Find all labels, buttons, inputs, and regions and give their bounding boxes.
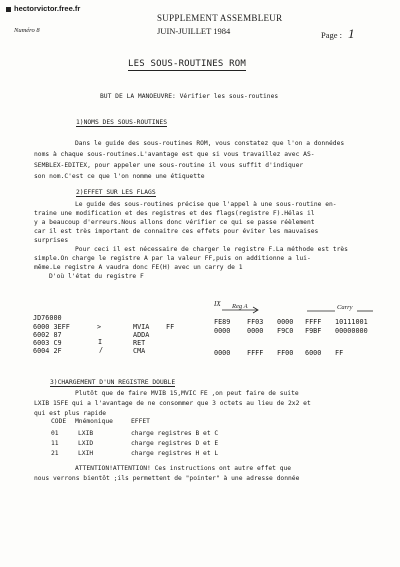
listing-value: FF03 <box>247 318 264 326</box>
listing-bottom-value: FFFF <box>247 349 264 357</box>
table-cell-code: 01 <box>51 430 59 437</box>
issue-date: JUIN-JUILLET 1984 <box>157 26 231 36</box>
section1-line: Dans le guide des sous-routines ROM, vous constatez que l'on a donnédes <box>75 140 345 147</box>
attention-line: nous verrons bientôt ;ils permettent de "pointer" à une adresse donnée <box>34 475 300 482</box>
section3-heading: 3)CHARGEMENT D'UN REGISTRE DOUBLE <box>50 379 176 386</box>
section1-heading: 1)NOMS DES SOUS-ROUTINES <box>76 119 167 126</box>
table-cell-effet: charge registres H et L <box>131 450 219 457</box>
issue-number: Numéro 8 <box>14 27 40 34</box>
annotation-carry: Carry <box>337 304 353 311</box>
section1-line: noms à chaque sous-routines.L'avantage est que si vous travaillez avec AS- <box>34 151 315 158</box>
listing-value: 0000 <box>247 327 264 335</box>
table-header-code: CODE <box>51 418 67 425</box>
listing-bottom-value: FF00 <box>277 349 294 357</box>
listing-bottom-value: 6000 <box>305 349 322 357</box>
listing-address: JD76000 <box>33 314 62 322</box>
listing-address: 6004 2F <box>33 347 62 355</box>
document-title <box>128 59 246 69</box>
bullet-icon <box>6 7 11 12</box>
section3-line: qui est plus rapide <box>34 410 107 417</box>
table-cell-code: 21 <box>51 450 59 457</box>
section2-line: D'où l'état du registre F <box>49 273 144 280</box>
listing-mnemonic: RET <box>133 339 146 347</box>
table-header-effet: EFFET <box>131 418 150 425</box>
section2-line: Le guide des sous-routines précise que l'appel à une sous-routine en- <box>75 201 337 208</box>
annotation-arrow <box>220 306 260 314</box>
title-underline <box>128 70 246 71</box>
listing-bottom-value: FF <box>335 349 344 357</box>
section2-line: surprises <box>34 237 69 244</box>
section1-line: son nom.C'est ce que l'on nomme une étiquette <box>34 173 205 180</box>
section3-line: Plutôt que de faire MVIB 15,MVIC FE ,on peut faire de suite <box>75 390 299 397</box>
listing-value: F9C0 <box>277 327 294 335</box>
section2-line: car il est très important de connaitre ces effets pour éviter les mauvaises <box>34 228 319 235</box>
listing-mnemonic: CMA <box>133 347 146 355</box>
section2-line: simple.On charge le registre A par la valeur FF,puis on additionne a lui- <box>34 255 311 262</box>
listing-address: 6003 C9 <box>33 339 62 347</box>
section2-line: traine une modification et des registres et des flags(registre F).Hélas il <box>34 210 315 217</box>
listing-value: 10111001 <box>335 318 368 326</box>
listing-mnemonic: MVIA <box>133 323 150 331</box>
supplement-title: SUPPLEMENT ASSEMBLEUR <box>157 13 283 23</box>
listing-marker: / <box>99 346 104 354</box>
listing-address: 6002 87 <box>33 331 62 339</box>
site-url: hectorvictor.free.fr <box>14 4 81 13</box>
annotation-ix: IX <box>214 300 221 308</box>
listing-value: FFFF <box>305 318 322 326</box>
table-cell-mnemonic: LXIB <box>78 430 94 437</box>
table-cell-mnemonic: LXIH <box>78 450 94 457</box>
listing-value: 0000 <box>214 327 231 335</box>
section2-heading: 2)EFFET SUR LES FLAGS <box>76 189 156 196</box>
section2-line: même.Le registre A vaudra donc FE(H) avec un carry de 1 <box>34 264 243 271</box>
table-cell-effet: charge registres D et E <box>131 440 219 447</box>
listing-value: 0000 <box>277 318 294 326</box>
listing-marker: > <box>97 323 102 331</box>
listing-address: 6000 3EFF <box>33 323 70 331</box>
listing-value: F9BF <box>305 327 322 335</box>
table-cell-mnemonic: LXID <box>78 440 94 447</box>
carry-arrow <box>305 308 375 314</box>
page-indicator <box>321 26 355 42</box>
table-cell-code: 11 <box>51 440 59 447</box>
annotation-reg-a: Reg A <box>232 303 248 310</box>
listing-value: 00000000 <box>335 327 368 335</box>
table-header-mnemonic: Mnémonique <box>75 418 113 425</box>
table-cell-effet: charge registres B et C <box>131 430 219 437</box>
listing-mnemonic: ADDA <box>133 331 150 339</box>
document-title-text: LES SOUS-ROUTINES ROM <box>128 59 246 69</box>
page-label: Page : <box>321 30 343 40</box>
listing-marker: I <box>98 338 103 346</box>
listing-value: FE89 <box>214 318 231 326</box>
goal-line: BUT DE LA MANOEUVRE: Vérifier les sous-routines <box>100 93 279 100</box>
listing-bottom-value: 0000 <box>214 349 231 357</box>
section2-line: Pour ceci il est nécessaire de charger le registre F.La méthode est très <box>75 246 348 253</box>
section3-line: LXIB 15FE qui a l'avantage de ne consommer que 3 octets au lieu de 2x2 et <box>34 400 311 407</box>
section2-line: y a beaucoup d'erreurs.Nous allons donc vérifier ce qui se passe réèlement <box>34 219 315 226</box>
site-watermark <box>6 4 80 13</box>
section1-line: SEMBLEX-EDITEX, pour appeler une sous-routine il vous suffit d'indiquer <box>34 162 304 169</box>
attention-line: ATTENTION!ATTENTION! Ces instructions ont autre effet que <box>75 465 292 472</box>
page-number: 1 <box>348 26 355 41</box>
listing-operand: FF <box>166 323 175 331</box>
